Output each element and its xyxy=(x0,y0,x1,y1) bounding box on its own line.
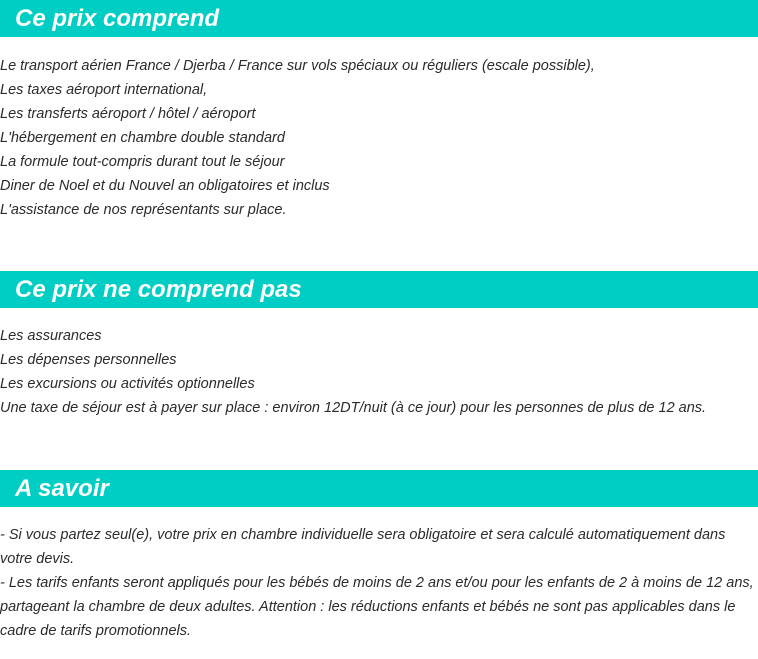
info-body xyxy=(0,523,758,643)
section-price-includes xyxy=(0,0,758,222)
section-header-info xyxy=(0,470,758,507)
section-header-includes xyxy=(0,0,758,37)
section-title-includes: Ce prix comprend xyxy=(15,5,220,32)
info-paragraph: - Si vous partez seul(e), votre prix en chambre individuelle sera obligatoire et sera calculé automatiquement dans votre devis. xyxy=(0,527,726,567)
list-item: Le transport aérien France / Djerba / France sur vols spéciaux ou réguliers (escale possible), xyxy=(0,58,595,74)
list-item: L'assistance de nos représentants sur place. xyxy=(0,202,287,218)
section-price-excludes xyxy=(0,271,758,420)
includes-list xyxy=(0,54,758,222)
list-item: Les transferts aéroport / hôtel / aéroport xyxy=(0,106,256,122)
list-item: Les excursions ou activités optionnelles xyxy=(0,376,255,392)
list-item: Une taxe de séjour est à payer sur place : environ 12DT/nuit (à ce jour) pour les personnes de plus de 12 ans. xyxy=(0,400,707,416)
list-item: Diner de Noel et du Nouvel an obligatoires et inclus xyxy=(0,178,330,194)
list-item: Les taxes aéroport international, xyxy=(0,82,208,98)
section-title-info: A savoir xyxy=(15,475,109,502)
section-good-to-know xyxy=(0,470,758,643)
list-item: L'hébergement en chambre double standard xyxy=(0,130,285,146)
list-item: Les assurances xyxy=(0,328,102,344)
list-item: Les dépenses personnelles xyxy=(0,352,177,368)
section-header-excludes xyxy=(0,271,758,308)
info-paragraph: - Les tarifs enfants seront appliqués pour les bébés de moins de 2 ans et/ou pour les enfants de 2 à moins de 12 ans, partageant la chambre de deux adultes. Attention : les réductions enfants et bébés ne sont pas applicables dans le cadre de tarifs promotionnels. xyxy=(0,575,754,639)
excludes-list xyxy=(0,324,758,420)
section-title-excludes: Ce prix ne comprend pas xyxy=(15,276,302,303)
list-item: La formule tout-compris durant tout le séjour xyxy=(0,154,285,170)
